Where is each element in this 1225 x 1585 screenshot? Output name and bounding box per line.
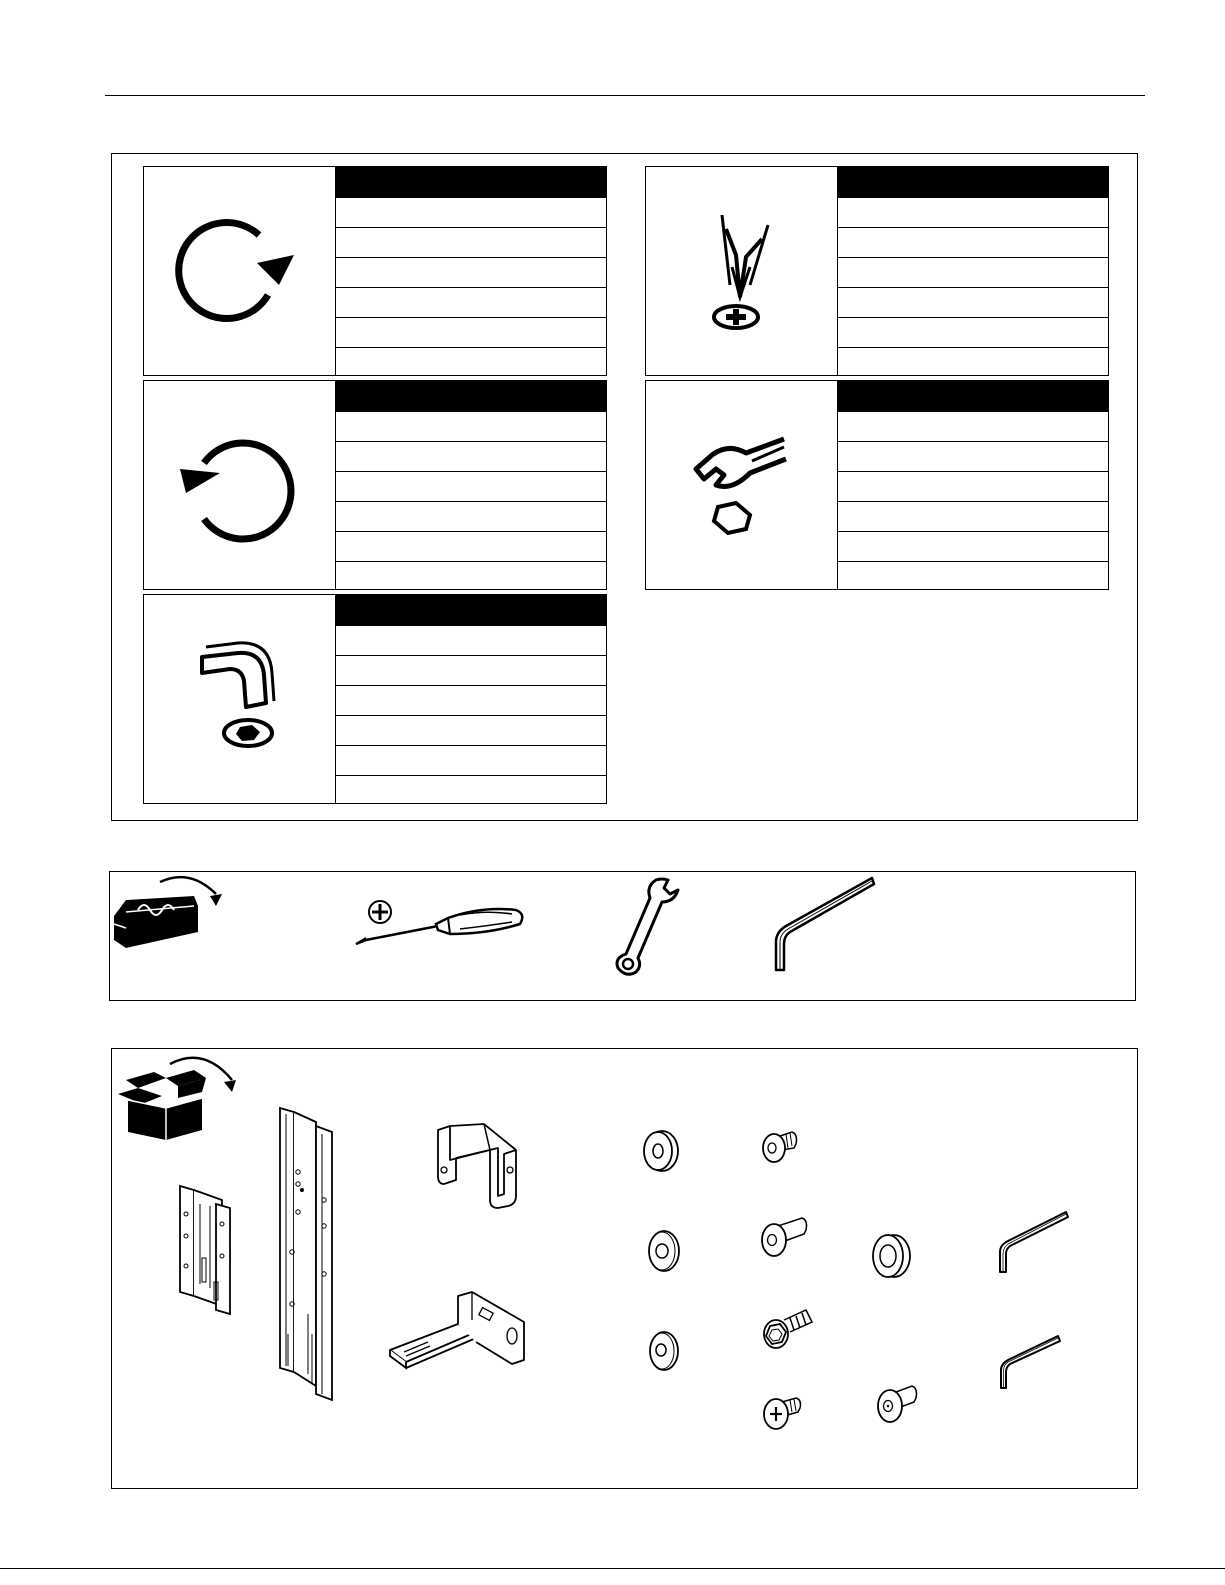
toolbox-icon — [110, 872, 230, 954]
angle-bracket-icon — [384, 1290, 534, 1380]
counterclockwise-arrow-icon — [144, 381, 336, 591]
legend-table-header — [838, 167, 1108, 198]
legend-table-header — [336, 381, 606, 412]
phillips-screwdriver-icon — [646, 167, 838, 377]
legend-table-row — [838, 348, 1108, 377]
open-box-icon — [114, 1052, 244, 1144]
legend-table-row — [336, 746, 606, 776]
legend-tile-hex-key — [143, 594, 607, 804]
large-spacer-icon — [868, 1230, 916, 1282]
long-button-screw-icon — [756, 1212, 812, 1260]
legend-icon-box — [144, 381, 336, 589]
legend-table-row — [336, 198, 606, 228]
legend-icon-box — [144, 595, 336, 803]
wrench-icon — [612, 876, 684, 980]
legend-table-row — [838, 472, 1108, 502]
legend-table-row — [336, 288, 606, 318]
legend-table-row — [336, 562, 606, 591]
hex-flange-bolt-icon — [760, 1306, 816, 1352]
open-end-wrench-icon — [646, 381, 838, 591]
washer-icon — [644, 1226, 684, 1276]
legend-tile-tighten — [143, 166, 607, 376]
legend-table-row — [336, 532, 606, 562]
legend-table — [336, 167, 606, 375]
phillips-pan-screw-icon — [760, 1390, 808, 1434]
flat-washer-icon — [644, 1326, 684, 1376]
legend-tile-wrench — [645, 380, 1109, 590]
legend-icon-box — [646, 381, 838, 589]
legend-icon-box — [144, 167, 336, 375]
legend-table-row — [838, 228, 1108, 258]
legend-table-row — [336, 348, 606, 377]
thick-spacer-icon — [640, 1126, 682, 1176]
legend-table-row — [838, 318, 1108, 348]
header-rule — [105, 95, 1145, 96]
legend-table-row — [336, 626, 606, 656]
legend-table-row — [336, 228, 606, 258]
legend-table-row — [336, 502, 606, 532]
short-button-screw-icon — [758, 1126, 802, 1168]
legend-table-row — [336, 686, 606, 716]
u-bracket-icon — [428, 1120, 524, 1216]
legend-tile-loosen — [143, 380, 607, 590]
small-hex-key-icon — [998, 1334, 1064, 1394]
legend-tile-phillips — [645, 166, 1109, 376]
legend-table-row — [336, 716, 606, 746]
phillips-screwdriver-icon — [352, 898, 528, 950]
legend-table-row — [336, 472, 606, 502]
legend-table-row — [838, 502, 1108, 532]
large-hex-key-icon — [996, 1208, 1072, 1278]
allen-wrench-icon — [768, 874, 880, 976]
legend-table-row — [336, 776, 606, 805]
legend-table — [838, 167, 1108, 375]
legend-table-header — [336, 167, 606, 198]
legend-table-row — [336, 656, 606, 686]
legend-icon-box — [646, 167, 838, 375]
legend-table-row — [838, 198, 1108, 228]
legend-table-row — [336, 258, 606, 288]
legend-table-row — [838, 258, 1108, 288]
legend-table — [838, 381, 1108, 589]
legend-table — [336, 381, 606, 589]
footer-rule — [0, 1568, 1225, 1569]
legend-table-row — [336, 442, 606, 472]
security-screw-icon — [872, 1380, 924, 1426]
legend-table-row — [838, 442, 1108, 472]
legend-table-row — [336, 318, 606, 348]
legend-table-row — [838, 412, 1108, 442]
parts-supplied-frame — [111, 1048, 1138, 1489]
legend-table-row — [838, 562, 1108, 591]
legend-table-row — [336, 412, 606, 442]
short-rail-bracket-icon — [172, 1184, 236, 1320]
long-rail-bracket-icon — [272, 1104, 342, 1404]
legend-table-header — [838, 381, 1108, 412]
hex-key-icon — [144, 595, 336, 805]
legend-table-row — [838, 532, 1108, 562]
clockwise-arrow-icon — [144, 167, 336, 377]
legend-table-header — [336, 595, 606, 626]
legend-table — [336, 595, 606, 803]
legend-table-row — [838, 288, 1108, 318]
